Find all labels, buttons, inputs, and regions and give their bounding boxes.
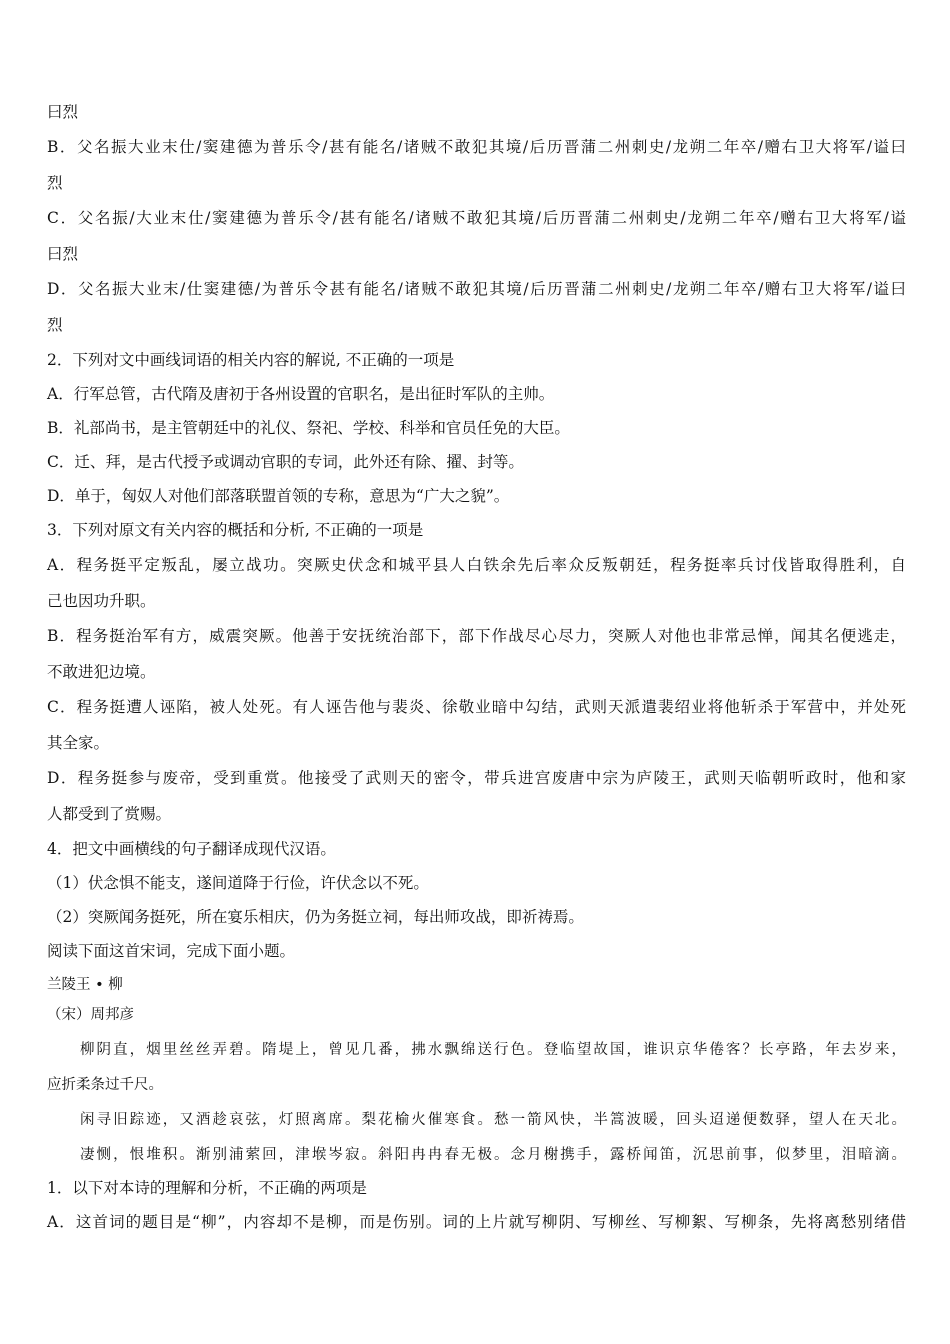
option-c-line: C．父名振/大业末仕/窦建德为普乐令/甚有能名/诸贼不敢犯其境/后历晋蒲二州刺史/龙朔二年卒/赠右卫大将军/谥 bbox=[47, 209, 906, 227]
option-b-line: B．父名振大业末仕/窦建德为普乐令/甚有能名/诸贼不敢犯其境/后历晋蒲二州刺史/龙朔二年卒/赠右卫大将军/谥曰 bbox=[47, 138, 906, 156]
q2-option-c: C．迁、拜，是古代授予或调动官职的专词，此外还有除、擢、封等。 bbox=[47, 453, 524, 471]
q3-option-d-cont: 人都受到了赏赐。 bbox=[47, 805, 172, 823]
poem-q1-option-a: A．这首词的题目是“柳”，内容却不是柳，而是伤别。词的上片就写柳阴、写柳丝、写柳絮、写柳条，先将离愁别绪借 bbox=[47, 1213, 906, 1231]
poem-line-3: 闲寻旧踪迹，又酒趁哀弦，灯照离席。梨花榆火催寒食。愁一箭风快，半篙波暖，回头迢递便数驿，望人在天北。 bbox=[80, 1112, 906, 1128]
poem-instruction: 阅读下面这首宋词，完成下面小题。 bbox=[47, 942, 296, 960]
q4-sentence-1: （1）伏念惧不能支，遂间道降于行俭，许伏念以不死。 bbox=[47, 874, 429, 892]
poem-title: 兰陵王 • 柳 bbox=[47, 977, 123, 993]
q3-option-d: D．程务挺参与废帝，受到重赏。他接受了武则天的密令，带兵进宫废唐中宗为庐陵王，武则天临朝听政时，他和家 bbox=[47, 769, 906, 787]
q2-option-d: D．单于，匈奴人对他们部落联盟首领的专称，意思为“广大之貌”。 bbox=[47, 487, 510, 505]
q2-option-a: A．行军总管，古代隋及唐初于各州设置的官职名，是出征时军队的主帅。 bbox=[47, 385, 555, 403]
question-3: 3．下列对原文有关内容的概括和分析, 不正确的一项是 bbox=[47, 521, 424, 539]
poem-line-2: 应折柔条过千尺。 bbox=[47, 1077, 163, 1093]
text-line-1: 曰烈 bbox=[47, 103, 79, 121]
q2-option-b: B．礼部尚书，是主管朝廷中的礼仪、祭祀、学校、科举和官员任免的大臣。 bbox=[47, 419, 570, 437]
poem-question-1: 1．以下对本诗的理解和分析，不正确的两项是 bbox=[47, 1179, 367, 1197]
poem-author: （宋）周邦彦 bbox=[47, 1007, 134, 1023]
q3-option-c: C．程务挺遭人诬陷，被人处死。有人诬告他与裴炎、徐敬业暗中勾结，武则天派遣裴绍业将他斩杀于军营中，并处死 bbox=[47, 698, 906, 716]
q4-sentence-2: （2）突厥闻务挺死，所在宴乐相庆，仍为务挺立祠，每出师攻战，即祈祷焉。 bbox=[47, 908, 584, 926]
q3-option-b: B．程务挺治军有方，威震突厥。他善于安抚统治部下，部下作战尽心尽力，突厥人对他也非常忌惮，闻其名便逃走， bbox=[47, 627, 906, 645]
text-line-3: 烈 bbox=[47, 174, 63, 192]
q3-option-a-cont: 己也因功升职。 bbox=[47, 592, 156, 610]
text-line-5: 曰烈 bbox=[47, 245, 79, 263]
poem-line-4: 凄恻，恨堆积。渐别浦萦回，津堠岑寂。斜阳冉冉春无极。念月榭携手，露桥闻笛，沉思前事，似梦里，泪暗滴。 bbox=[80, 1147, 906, 1163]
option-d-line: D．父名振大业末/仕窦建德/为普乐令甚有能名/诸贼不敢犯其境/后历晋蒲二州刺史/龙朔二年卒/赠右卫大将军/谥曰 bbox=[47, 280, 906, 298]
poem-line-1: 柳阴直，烟里丝丝弄碧。隋堤上，曾见几番，拂水飘绵送行色。登临望故国，谁识京华倦客？长亭路，年去岁来， bbox=[80, 1042, 906, 1058]
q3-option-b-cont: 不敢进犯边境。 bbox=[47, 663, 156, 681]
q3-option-a: A．程务挺平定叛乱，屡立战功。突厥史伏念和城平县人白铁余先后率众反叛朝廷，程务挺率兵讨伐皆取得胜利，自 bbox=[47, 556, 906, 574]
text-line-7: 烈 bbox=[47, 316, 63, 334]
q3-option-c-cont: 其全家。 bbox=[47, 734, 110, 752]
question-4: 4．把文中画横线的句子翻译成现代汉语。 bbox=[47, 840, 336, 858]
question-2: 2．下列对文中画线词语的相关内容的解说, 不正确的一项是 bbox=[47, 351, 455, 369]
